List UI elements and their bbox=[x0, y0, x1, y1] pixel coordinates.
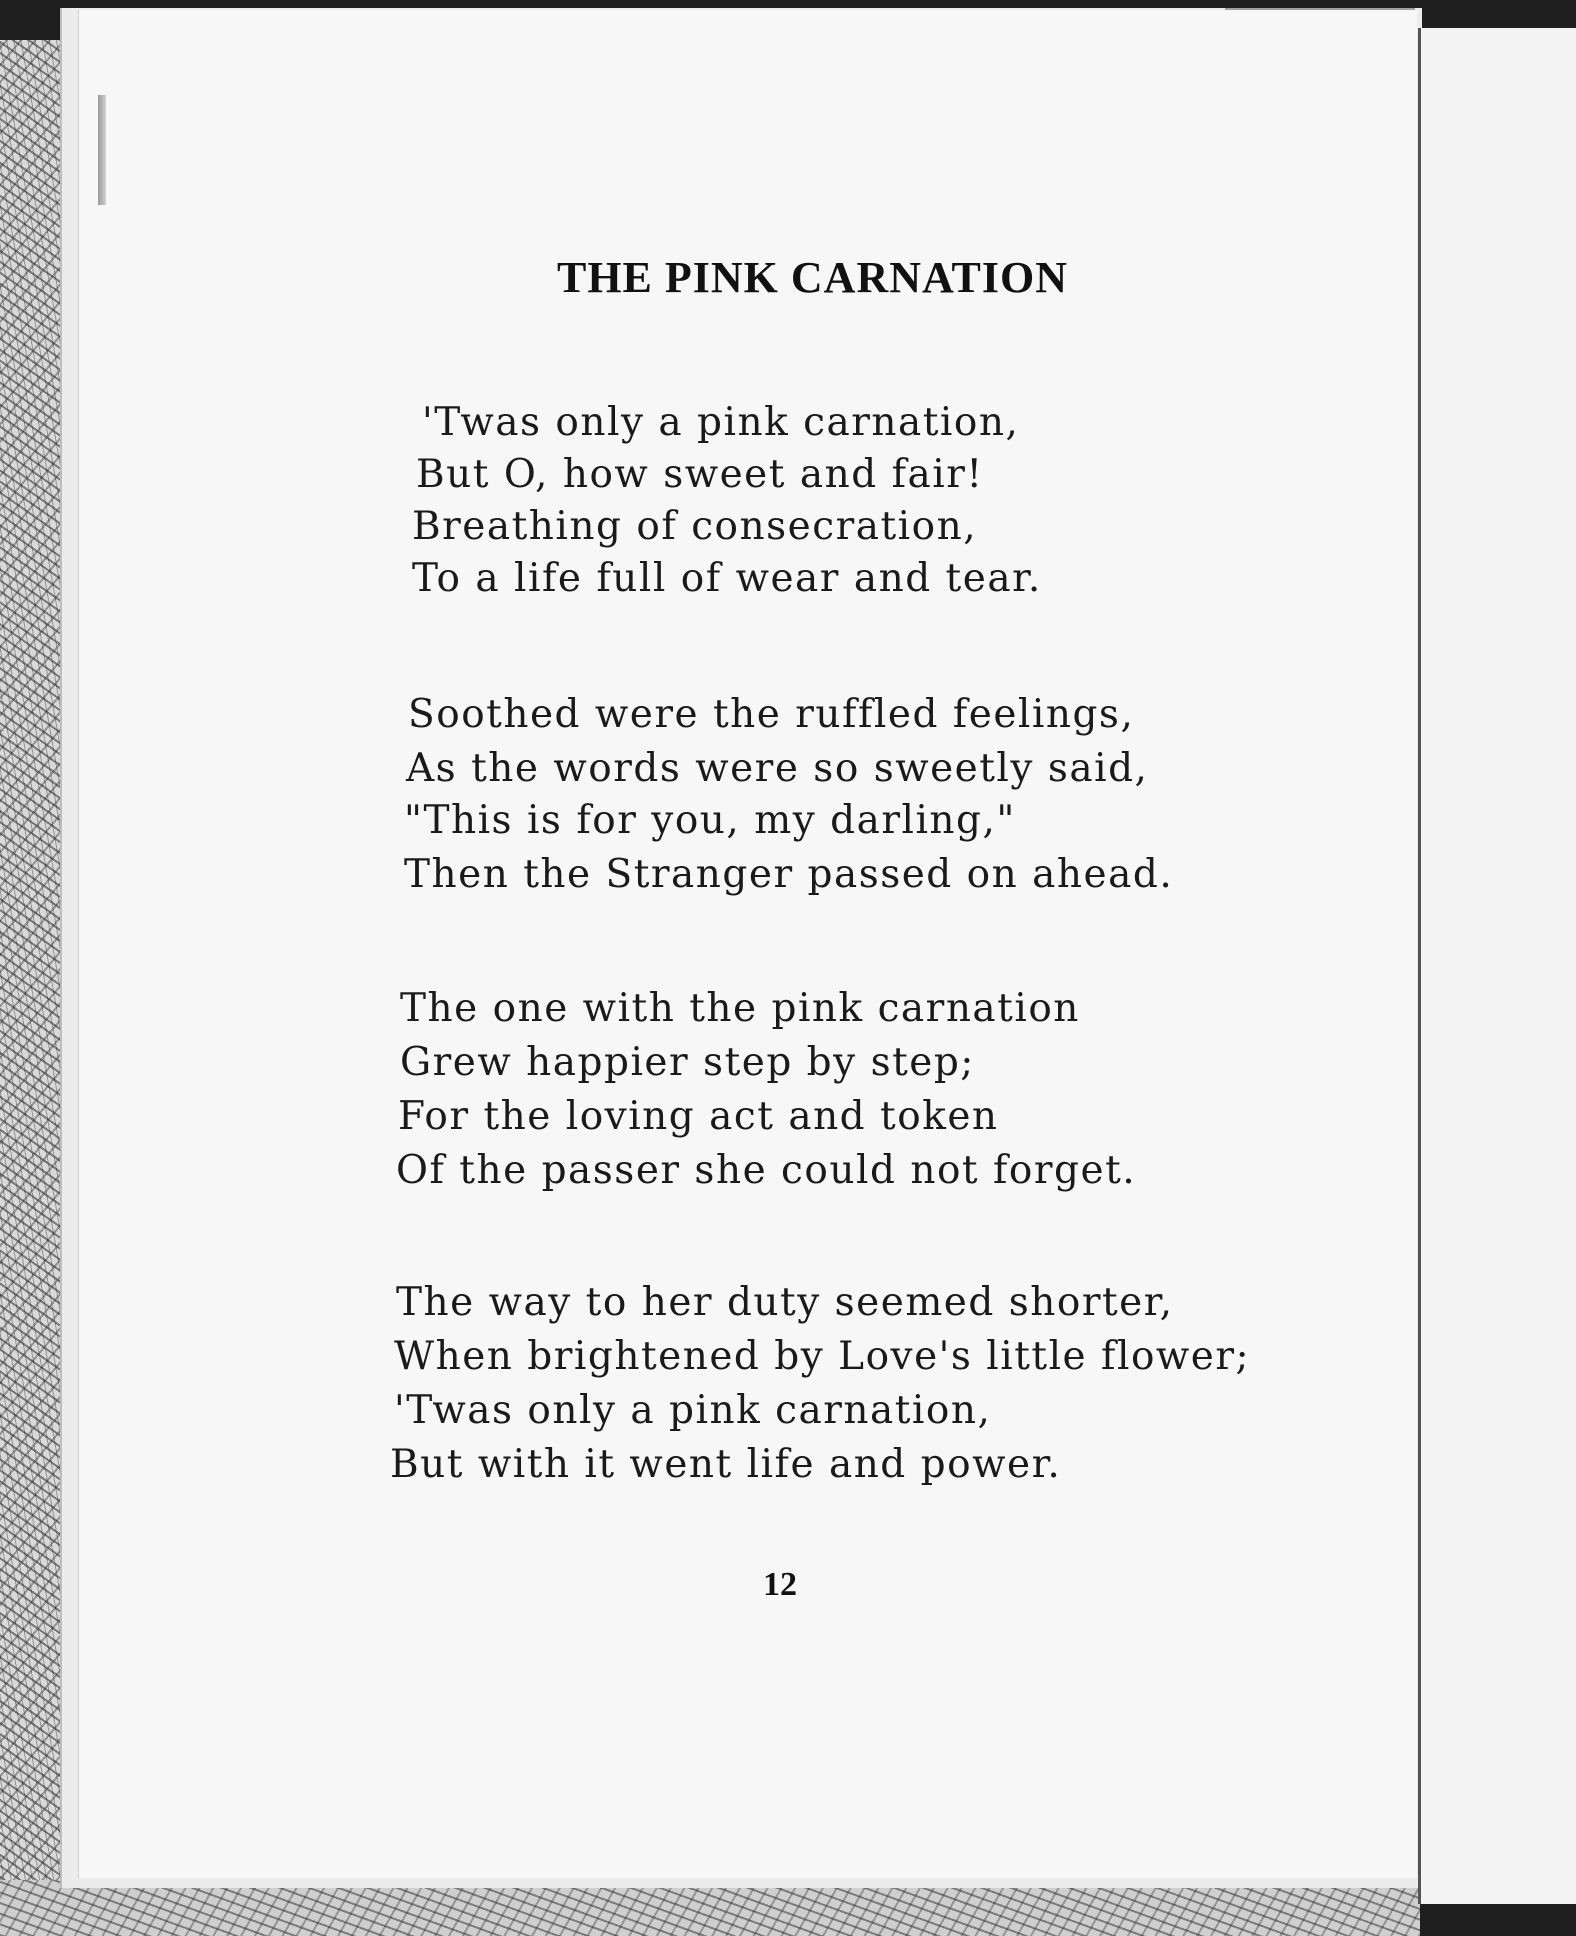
poem-line: The one with the pink carnation bbox=[400, 986, 1080, 1031]
poem-title: THE PINK CARNATION bbox=[556, 253, 1068, 302]
page-number: 12 bbox=[763, 1566, 797, 1603]
poem-line: But O, how sweet and fair! bbox=[416, 452, 984, 497]
poem-line: As the words were so sweetly said, bbox=[406, 746, 1149, 791]
poem-line: But with it went life and power. bbox=[390, 1442, 1062, 1487]
poem-line: Grew happier step by step; bbox=[400, 1040, 975, 1085]
poem-line: The way to her duty seemed shorter, bbox=[396, 1280, 1174, 1325]
marbled-endpaper-bottom bbox=[0, 1880, 1420, 1936]
poem-line: 'Twas only a pink carnation, bbox=[422, 400, 1020, 445]
poem-line: For the loving act and token bbox=[398, 1094, 999, 1139]
poem-line: 'Twas only a pink carnation, bbox=[394, 1388, 992, 1433]
poem-line: To a life full of wear and tear. bbox=[412, 556, 1042, 601]
poem-line: "This is for you, my darling," bbox=[404, 798, 1016, 843]
gutter-shadow bbox=[98, 95, 106, 205]
poem-line: Breathing of consecration, bbox=[412, 504, 978, 549]
poem-line: When brightened by Love's little flower; bbox=[394, 1334, 1251, 1379]
facing-page bbox=[1418, 28, 1576, 1904]
poem-line: Soothed were the ruffled feelings, bbox=[408, 692, 1135, 737]
poem-line: Of the passer she could not forget. bbox=[396, 1148, 1137, 1193]
poem-line: Then the Stranger passed on ahead. bbox=[404, 852, 1174, 897]
